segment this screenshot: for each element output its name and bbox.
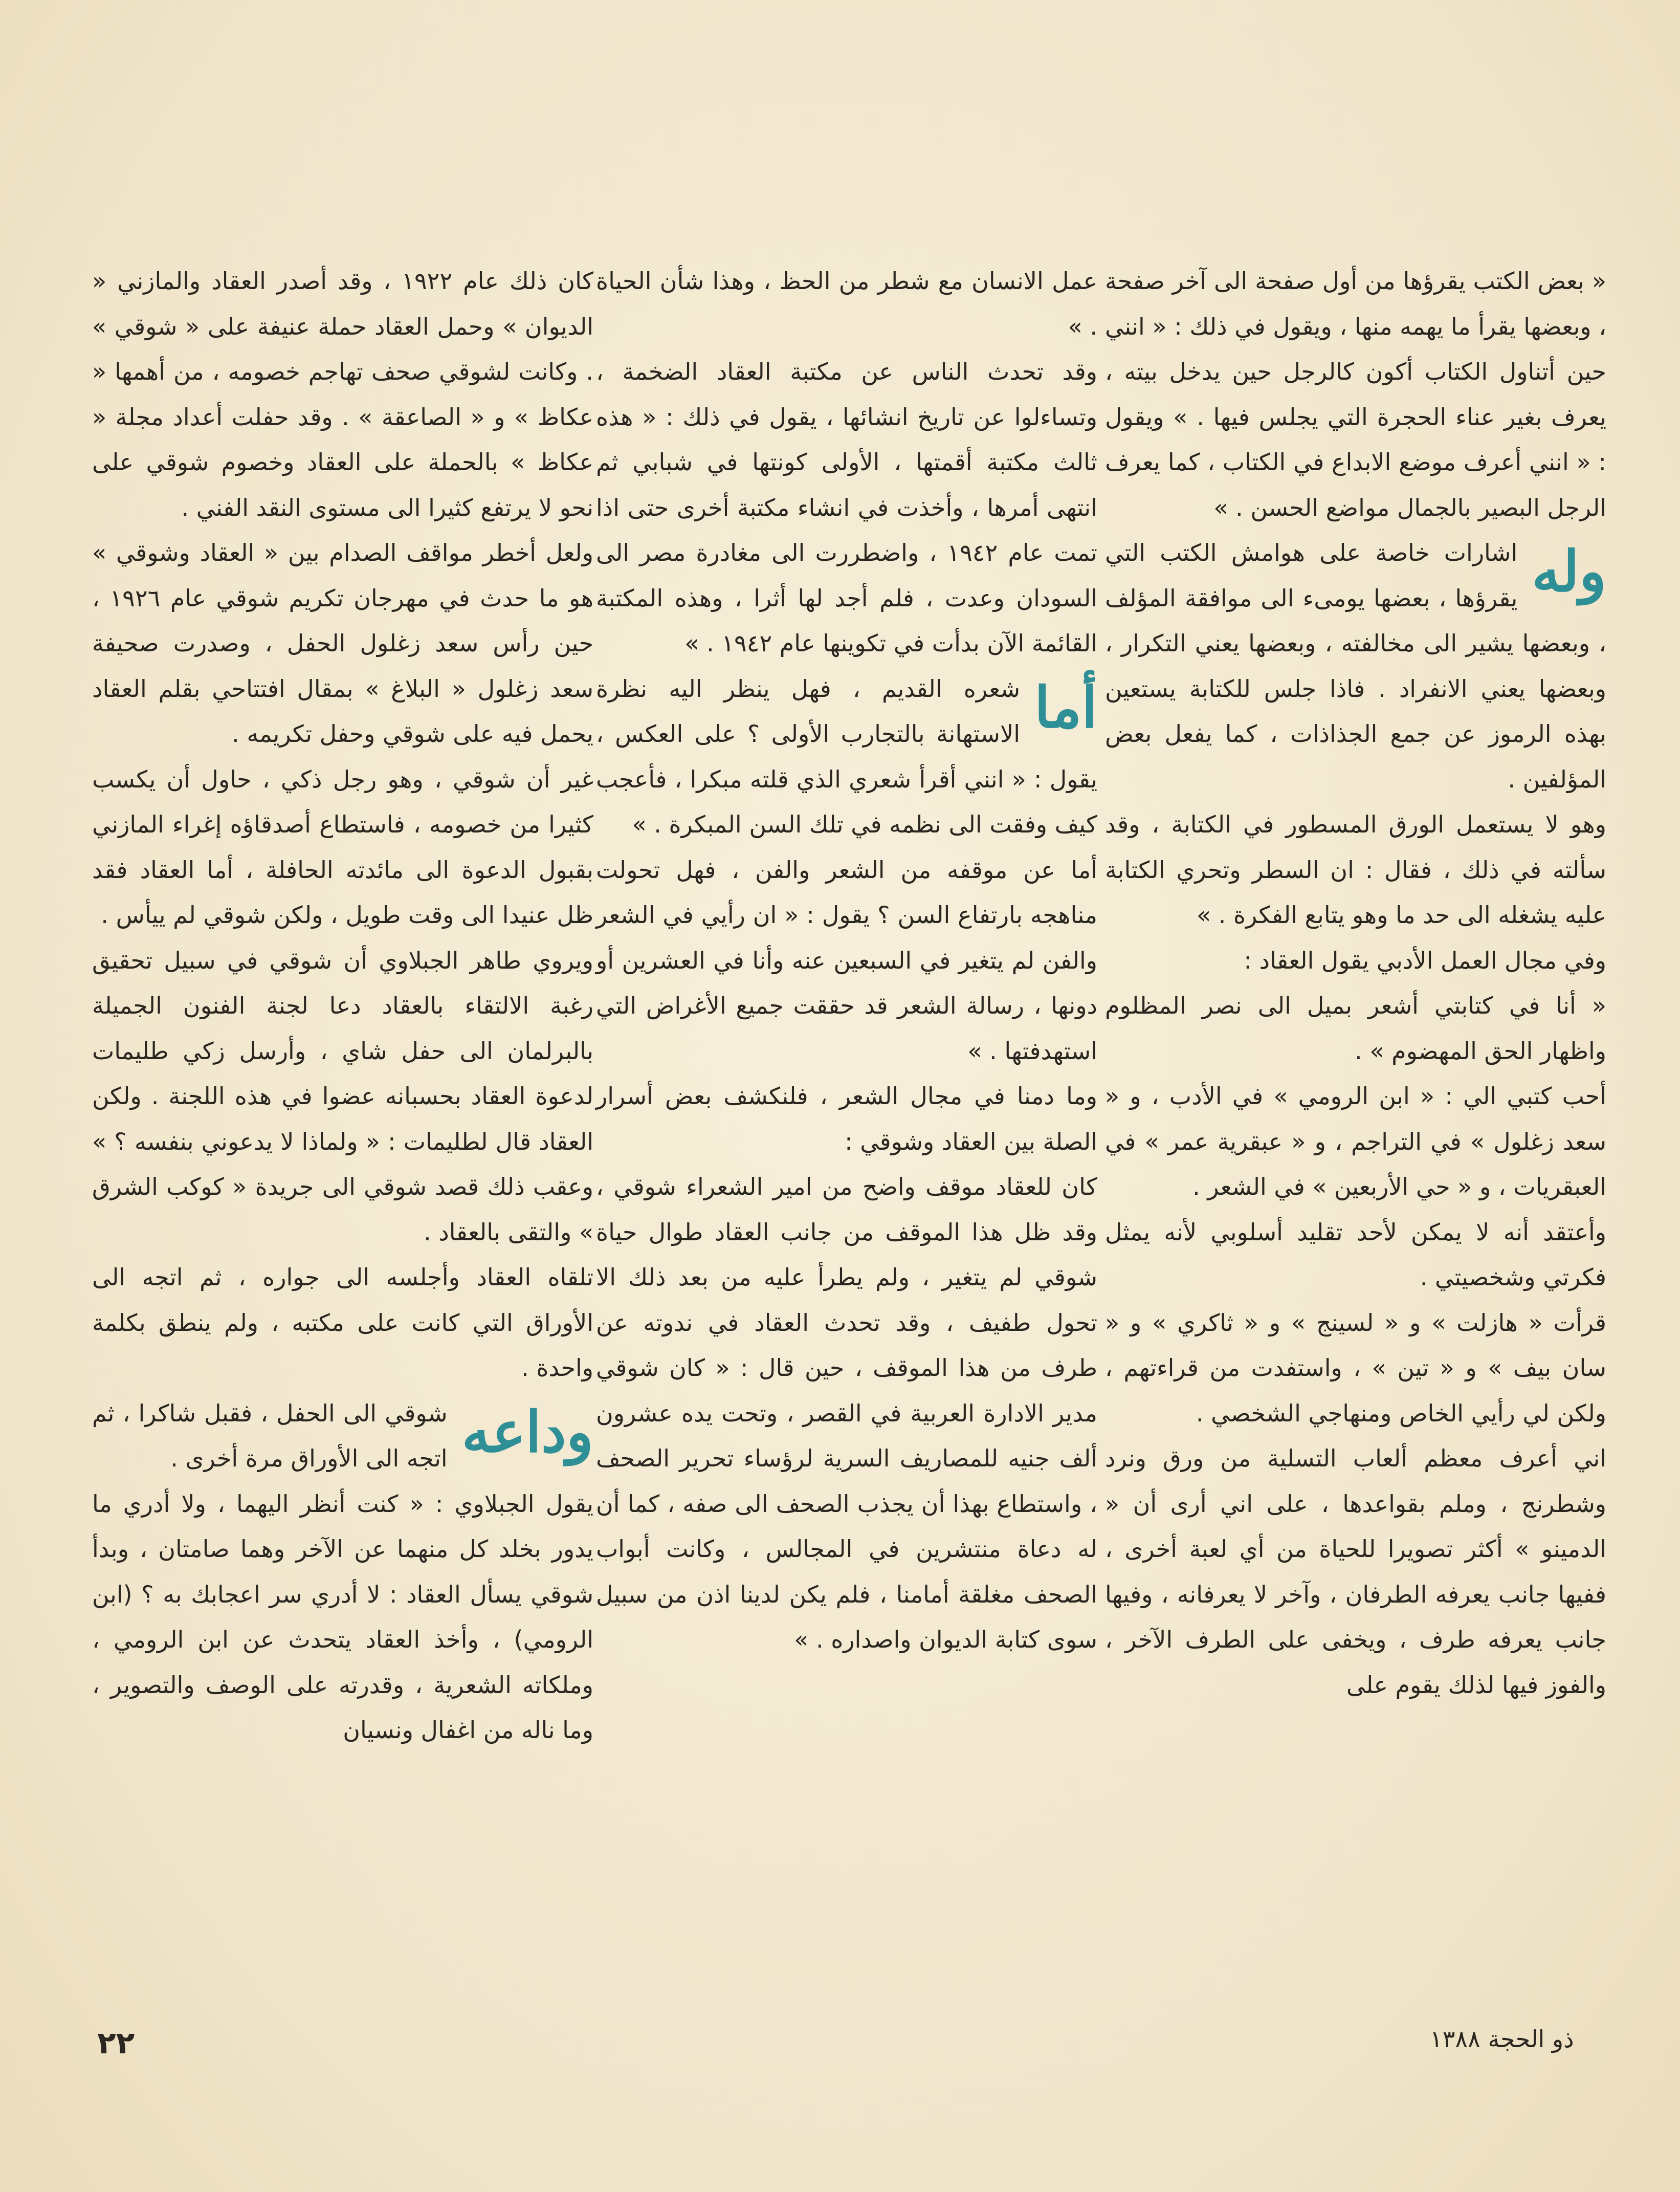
paragraph: كان للعقاد موقف واضح من امير الشعراء شوقي ، وقد ظل هذا الموقف من جانب العقاد طوال حياة شوقي لم يتغير ، ولم يطرأ عليه من بعد ذلك الا تحول طفيف ، وقد تحدث العقاد في ندوته عن طرف من هذا الموقف ، حين قال : « كان شوقي مدير الادارة العربية في القصر ، وتحت يده عشرون ألف جنيه للمصاريف السرية لرؤساء تحرير الصحف ، واستطاع بهذا أن يجذب الصحف الى صفه ، كما أن له دعاة منتشرين في المجالس ، وكانت أبواب الصحف مغلقة أمامنا ، فلم يكن لدينا اذن من سبيل سوى كتابة الديوان واصداره . » <box>596 1173 1097 1653</box>
paragraph: أما عن موقفه من الشعر والفن ، فهل تحولت مناهجه بارتفاع السن ؟ يقول : « ان رأيي في الشعر والفن لم يتغير في السبعين عنه وأنا في العشرين أو دونها ، رسالة الشعر قد حققت جميع الأغراض التي استهدفتها . » <box>596 856 1097 1065</box>
paragraph: اني أعرف معظم ألعاب التسلية من ورق ونرد وشطرنج ، وملم بقواعدها ، على اني أرى أن « الدمينو » أكثر تصويرا للحياة من أي لعبة أخرى ، ففيها جانب يعرفه الطرفان ، وآخر لا يعرفانه ، وفيها جانب يعرفه طرف ، ويخفى على الطرف الآخر ، والفوز فيها لذلك يقوم على <box>1105 1444 1606 1699</box>
paragraph: « أنا في كتابتي أشعر بميل الى نصر المظلوم واظهار الحق المهضوم » . <box>1105 992 1606 1065</box>
article-column-middle <box>596 258 1097 2039</box>
paragraph: يقول الجبلاوي : « كنت أنظر اليهما ، ولا أدري ما يدور بخلد كل منهما عن الآخر وهما صامتان ، وبدأ شوقي يسأل العقاد : لا أدري سر اعجابك به ؟ (ابن الرومي) ، وأخذ العقاد يتحدث عن ابن الرومي ، وملكاته الشعرية ، وقدرته على الوصف والتصوير ، وما ناله من اغفال ونسيان <box>92 1489 593 1744</box>
page-number: ٢٢ <box>97 2025 135 2061</box>
paragraph: أحب كتبي الي : « ابن الرومي » في الأدب ، و « سعد زغلول » في التراجم ، و « عبقرية عمر » في العبقريات ، و « حي الأربعين » في الشعر . <box>1105 1082 1606 1200</box>
paragraph: وفي مجال العمل الأدبي يقول العقاد : <box>1244 946 1606 974</box>
paragraph: وقد تحدث الناس عن مكتبة العقاد الضخمة ، وتساءلوا عن تاريخ انشائها ، يقول في ذلك : « هذه ثالث مكتبة أقمتها ، الأولى كونتها في شبابي ثم انتهى أمرها ، وأخذت في انشاء مكتبة أخرى حتى اذا تمت عام ١٩٤٢ ، واضطررت الى مغادرة مصر الى السودان وعدت ، فلم أجد لها أثرا ، وهذه المكتبة القائمة الآن بدأت في تكوينها عام ١٩٤٢ . » <box>596 358 1097 657</box>
paragraph-text: شوقي الى الحفل ، فقبل شاكرا ، ثم اتجه الى الأوراق مرة أخرى . <box>92 1399 448 1472</box>
article-column-left <box>92 258 593 2039</box>
section-dropcap: أما <box>1034 674 1097 740</box>
paragraph <box>1105 530 1606 802</box>
paragraph: وأعتقد أنه لا يمكن لأحد تقليد أسلوبي لأنه يمثل فكرتي وشخصيتي . <box>1105 1218 1606 1291</box>
paragraph: قرأت « هازلت » و « لسينج » و « ثاكري » و « سان بيف » و « تين » ، واستفدت من قراءتهم ، ولكن لي رأيي الخاص ومنهاجي الشخصي . <box>1105 1308 1606 1427</box>
paragraph: ولعل أخطر مواقف الصدام بين « العقاد وشوقي » هو ما حدث في مهرجان تكريم شوقي عام ١٩٢٦ ، حين رأس سعد زغلول الحفل ، وصدرت صحيفة سعد زغلول « البلاغ » بمقال افتتاحي بقلم العقاد يحمل فيه على شوقي وحفل تكريمه . <box>92 539 593 748</box>
paragraph: عمل الانسان مع شطر من الحظ ، وهذا شأن الحياة . » <box>596 267 1097 340</box>
article-column-right <box>1105 258 1606 2039</box>
paragraph: « بعض الكتب يقرؤها من أول صفحة الى آخر صفحة ، وبعضها يقرأ ما يهمه منها ، ويقول في ذلك : « انني حين أتناول الكتاب أكون كالرجل حين يدخل بيته ، يعرف بغير عناء الحجرة التي يجلس فيها . » ويقول : « انني أعرف موضع الابداع في الكتاب ، كما يعرف الرجل البصير بالجمال مواضع الحسن . » <box>1105 267 1606 521</box>
section-dropcap: وله <box>1532 538 1606 604</box>
paragraph: وهو لا يستعمل الورق المسطور في الكتابة ، وقد سألته في ذلك ، فقال : ان السطر وتحري الكتابة عليه يشغله الى حد ما وهو يتابع الفكرة . » <box>1105 810 1606 929</box>
paragraph <box>596 666 1097 847</box>
section-dropcap: وداعه <box>461 1398 593 1465</box>
paragraph-text: اشارات خاصة على هوامش الكتب التي يقرؤها ، بعضها يومىء الى موافقة المؤلف ، وبعضها يشير الى مخالفته ، وبعضها يعني التكرار ، وبعضها يعني الانفراد . فاذا جلس للكتابة يستعين بهذه الرموز عن جمع الجذاذات ، كما يفعل بعض المؤلفين . <box>1105 539 1606 793</box>
paragraph: ويروي طاهر الجبلاوي أن شوقي في سبيل تحقيق رغبة الالتقاء بالعقاد دعا لجنة الفنون الجميلة بالبرلمان الى حفل شاي ، وأرسل زكي طليمات لدعوة العقاد بحسبانه عضوا في هذه اللجنة . ولكن العقاد قال لطليمات : « ولماذا لا يدعوني بنفسه ؟ » وعقب ذلك قصد شوقي الى جريدة « كوكب الشرق » والتقى بالعقاد . <box>92 946 593 1246</box>
issue-date: ذو الحجة ١٣٨٨ <box>1430 2025 1574 2053</box>
paragraph-text: شعره القديم ، فهل ينظر اليه نظرة الاستهانة بالتجارب الأولى ؟ على العكس ، يقول : « انني أقرأ شعري الذي قلته مبكرا ، فأعجب كيف وفقت الى نظمه في تلك السن المبكرة . » <box>596 674 1097 838</box>
paragraph <box>92 1391 593 1481</box>
paragraph: وما دمنا في مجال الشعر ، فلنكشف بعض أسرار الصلة بين العقاد وشوقي : <box>596 1082 1097 1155</box>
paragraph: غير أن شوقي ، وهو رجل ذكي ، حاول أن يكسب كثيرا من خصومه ، فاستطاع أصدقاؤه إغراء المازني بقبول الدعوة الى مائدته الحافلة ، أما العقاد فقد ظل عنيدا الى وقت طويل ، ولكن شوقي لم ييأس . <box>92 765 593 929</box>
paragraph: تلقاه العقاد وأجلسه الى جواره ، ثم اتجه الى الأوراق التي كانت على مكتبه ، ولم ينطق بكلمة واحدة . <box>92 1263 593 1382</box>
paragraph: كان ذلك عام ١٩٢٢ ، وقد أصدر العقاد والمازني « الديوان » وحمل العقاد حملة عنيفة على « شوقي » . وكانت لشوقي صحف تهاجم خصومه ، من أهمها « عكاظ » و « الصاعقة » . وقد حفلت أعداد مجلة « عكاظ » بالحملة على العقاد وخصوم شوقي على نحو لا يرتفع كثيرا الى مستوى النقد الفني . <box>92 267 593 521</box>
